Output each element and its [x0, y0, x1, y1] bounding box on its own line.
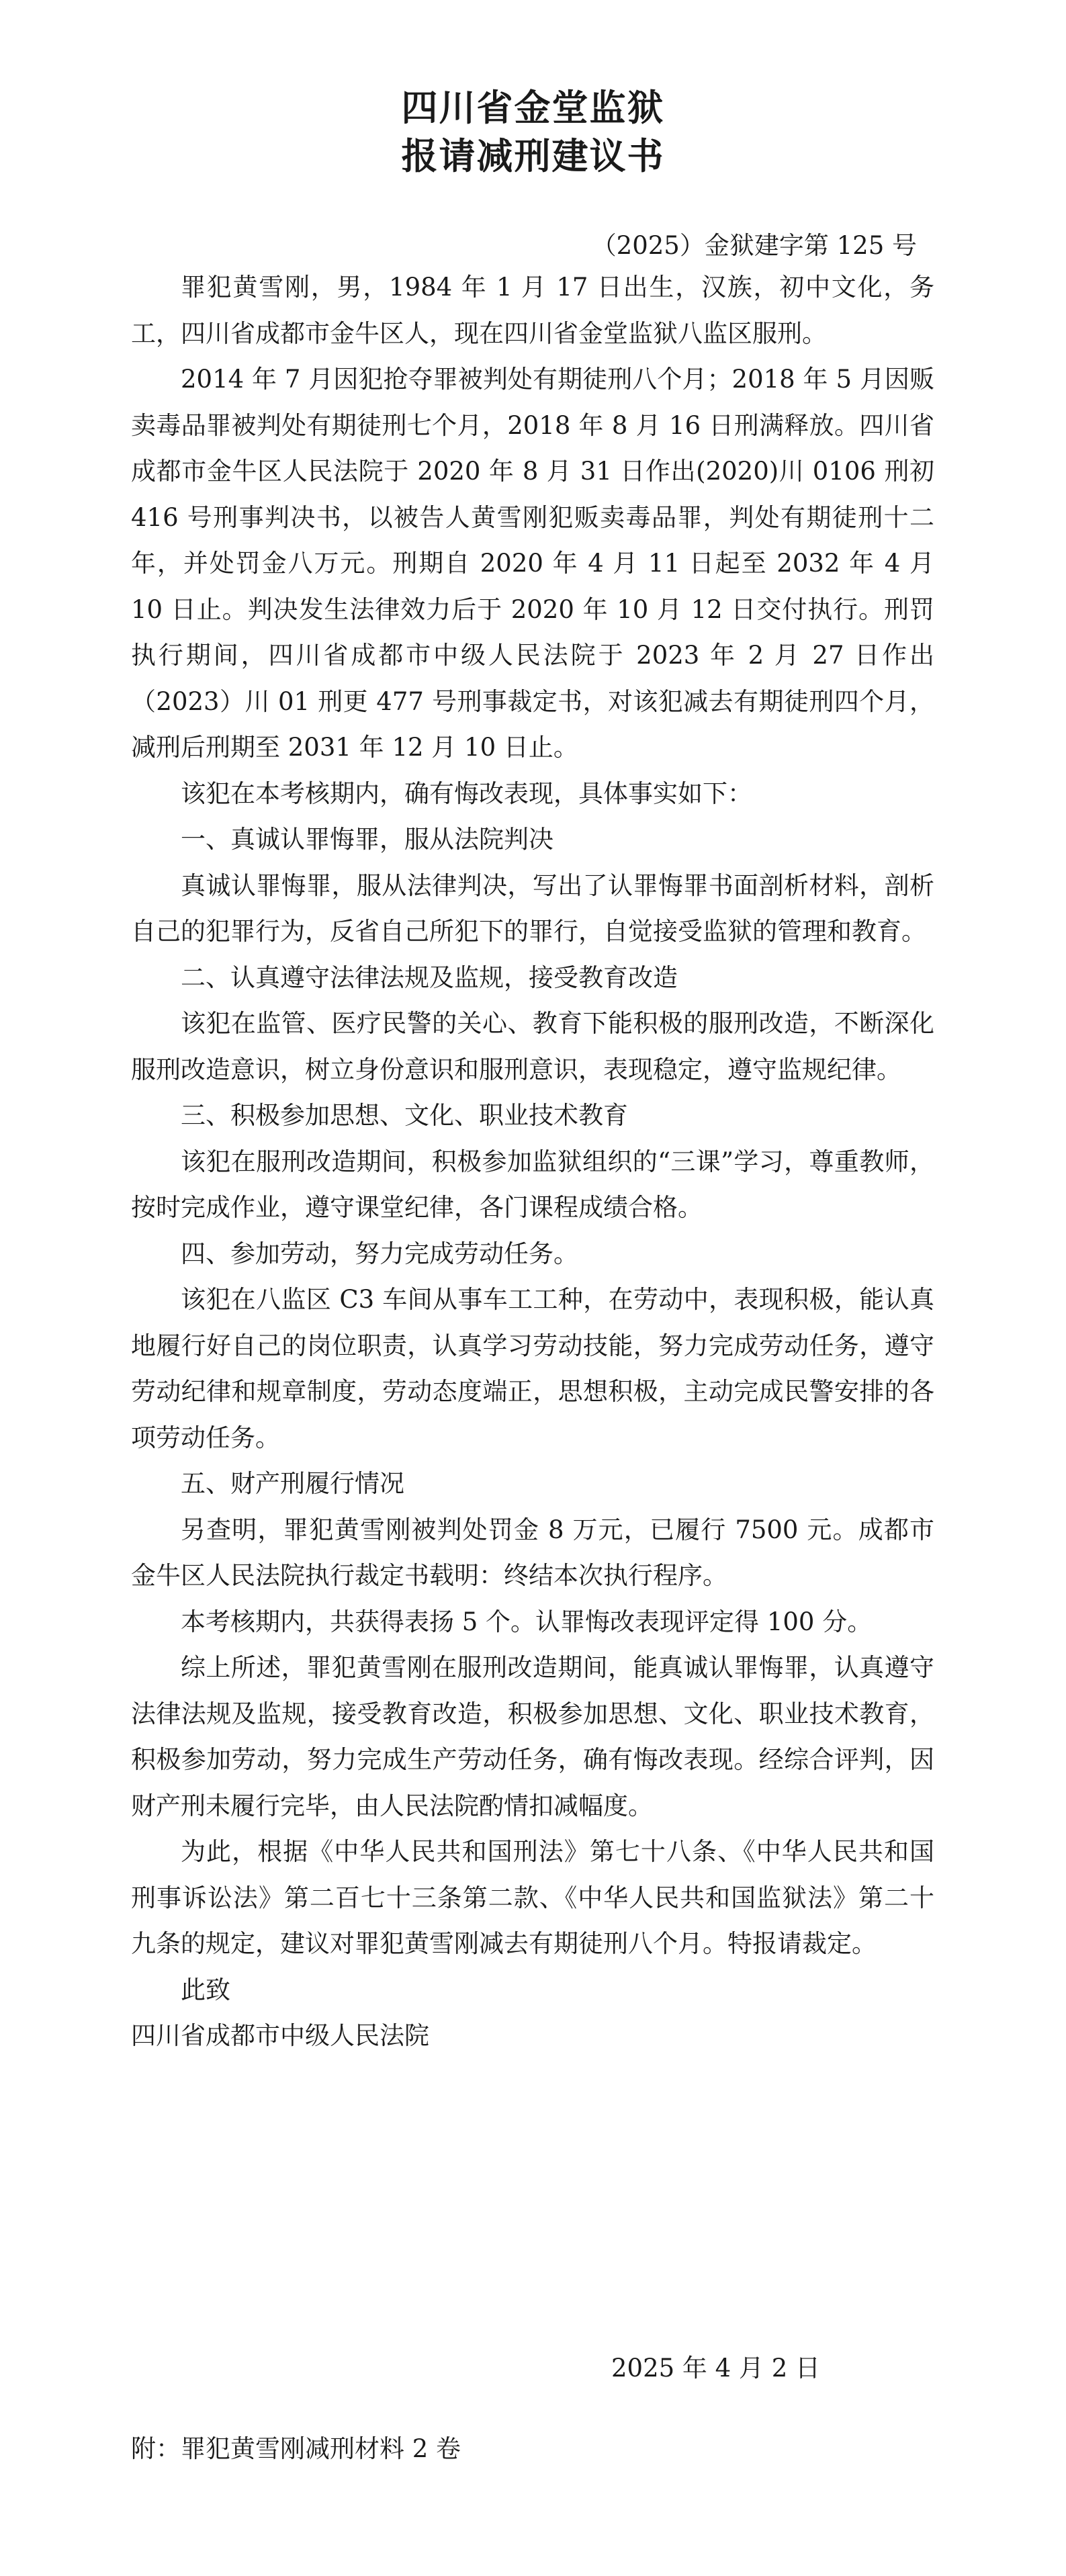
attachment-note: 附：罪犯黄雪刚减刑材料 2 卷	[131, 2434, 461, 2463]
document-body	[131, 265, 934, 2059]
document-number: （2025）金狱建字第 125 号	[591, 231, 917, 260]
paragraph-intro: 该犯在本考核期内，确有悔改表现，具体事实如下：	[181, 779, 752, 808]
paragraph-section-5: 另查明，罪犯黄雪刚被判处罚金 8 万元，已履行 7500 元。成都市金牛区人民法院执行裁定书载明：终结本次执行程序。	[131, 1515, 934, 1590]
document-date: 2025 年 4 月 2 日	[611, 2354, 821, 2383]
document-title: 四川省金堂监狱	[401, 87, 665, 129]
paragraph-summary: 综上所述，罪犯黄雪刚在服刑改造期间，能真诚认罪悔罪，认真遵守法律法规及监规，接受教育改造，积极参加思想、文化、职业技术教育，积极参加劳动，努力完成生产劳动任务，确有悔改表现。经综合评判，因财产刑未履行完毕，由人民法院酌情扣减幅度。	[131, 1653, 934, 1820]
section-heading-2: 二、认真遵守法律法规及监规，接受教育改造	[181, 963, 678, 992]
section-heading-1: 一、真诚认罪悔罪，服从法院判决	[181, 825, 553, 854]
paragraph-section-4: 该犯在八监区 C3 车间从事车工工种，在劳动中，表现积极，能认真地履行好自己的岗位职责，认真学习劳动技能，努力完成劳动任务，遵守劳动纪律和规章制度，劳动态度端正，思想积极，主动完成民警安排的各项劳动任务。	[131, 1285, 934, 1452]
document-subtitle: 报请减刑建议书	[401, 135, 665, 177]
paragraph-section-1: 真诚认罪悔罪，服从法律判决，写出了认罪悔罪书面剖析材料，剖析自己的犯罪行为，反省自己所犯下的罪行，自觉接受监狱的管理和教育。	[131, 871, 934, 946]
paragraph-section-3: 该犯在服刑改造期间，积极参加监狱组织的“三课”学习，尊重教师，按时完成作业，遵守课堂纪律，各门课程成绩合格。	[131, 1147, 934, 1222]
section-heading-3: 三、积极参加思想、文化、职业技术教育	[181, 1101, 628, 1130]
paragraph-criminal-info: 罪犯黄雪刚，男，1984 年 1 月 17 日出生，汉族，初中文化，务工，四川省成都市金牛区人，现在四川省金堂监狱八监区服刑。	[131, 273, 934, 348]
paragraph-section-2: 该犯在监管、医疗民警的关心、教育下能积极的服刑改造，不断深化服刑改造意识，树立身份意识和服刑意识，表现稳定，遵守监规纪律。	[131, 1009, 934, 1084]
paragraph-sentence-history: 2014 年 7 月因犯抢夺罪被判处有期徒刑八个月；2018 年 5 月因贩卖毒品罪被判处有期徒刑七个月，2018 年 8 月 16 日刑满释放。四川省成都市金牛区人民法院于 2020 年 8 月 31 日作出(2020)川 0106 刑初 416 号刑事判决书，以被告人黄雪刚犯贩卖毒品罪，判处有期徒刑十二年，并处罚金八万元。刑期自 2020 年 4 月 11 日起至 2032 年 4 月 10 日止。判决发生法律效力后于 2020 年 10 月 12 日交付执行。刑罚执行期间，四川省成都市中级人民法院于 2023 年 2 月 27 日作出（2023）川 01 刑更 477 号刑事裁定书，对该犯减去有期徒刑四个月，减刑后刑期至 2031 年 12 月 10 日止。	[131, 365, 934, 762]
section-heading-5: 五、财产刑履行情况	[181, 1469, 404, 1498]
recipient-court: 四川省成都市中级人民法院	[131, 2021, 429, 2050]
section-heading-4: 四、参加劳动，努力完成劳动任务。	[181, 1239, 578, 1268]
paragraph-assessment: 本考核期内，共获得表扬 5 个。认罪悔改表现评定得 100 分。	[181, 1607, 873, 1636]
closing-salutation: 此致	[181, 1975, 230, 2004]
paragraph-recommendation: 为此，根据《中华人民共和国刑法》第七十八条、《中华人民共和国刑事诉讼法》第二百七十三条第二款、《中华人民共和国监狱法》第二十九条的规定，建议对罪犯黄雪刚减去有期徒刑八个月。特报请裁定。	[131, 1837, 934, 1958]
